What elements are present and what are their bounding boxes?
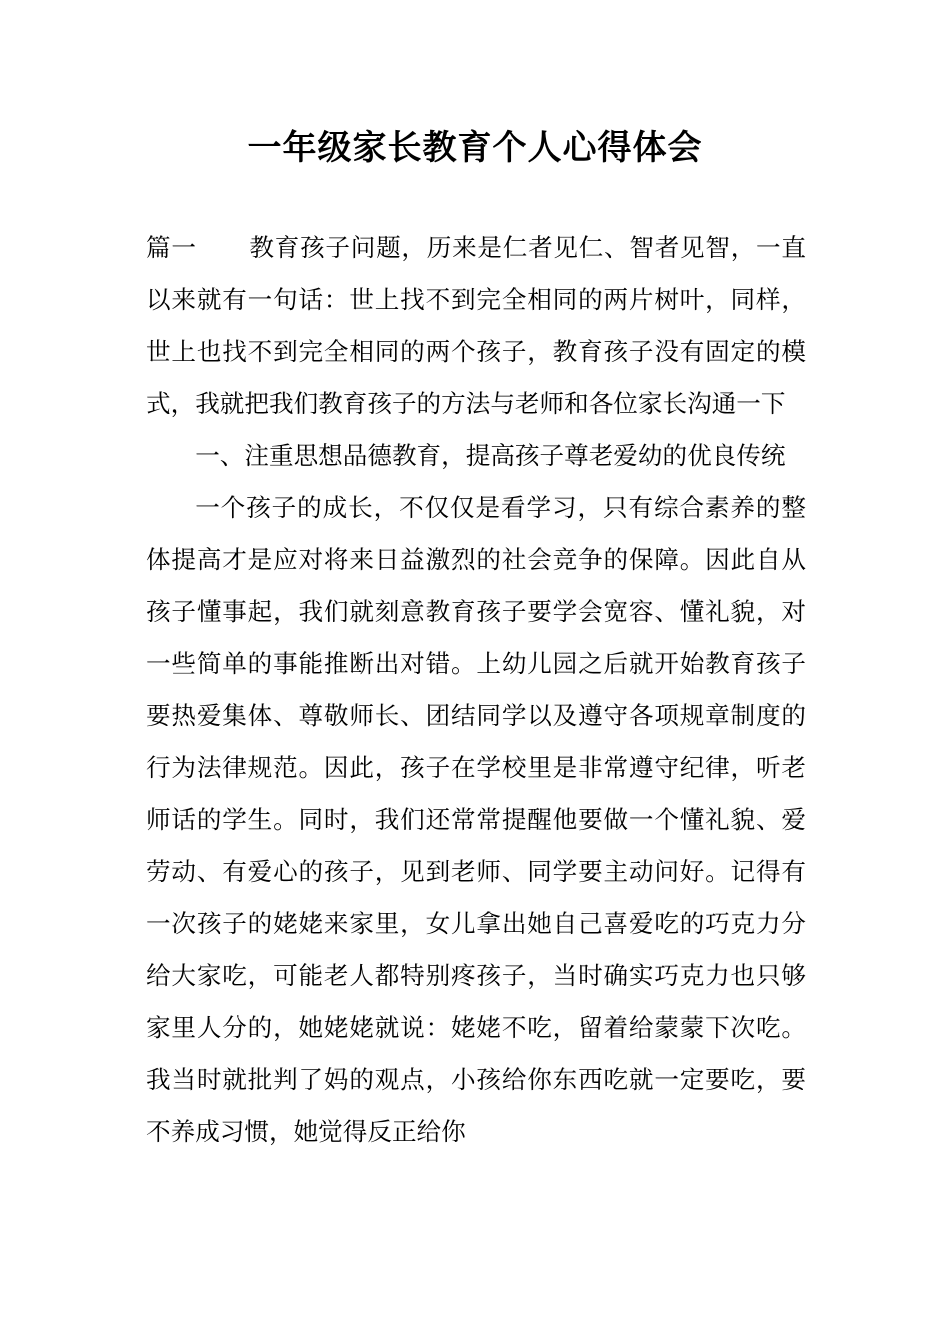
paragraph-intro: [146, 222, 806, 430]
section-label: 篇一: [146, 233, 197, 262]
paragraph-text: 教育孩子问题，历来是仁者见仁、智者见智，一直以来就有一句话：世上找不到完全相同的两片树叶，同样，世上也找不到完全相同的两个孩子，教育孩子没有固定的模式，我就把我们教育孩子的方法与老师和各位家长沟通一下: [146, 233, 806, 418]
paragraph-text: 一个孩子的成长，不仅仅是看学习，只有综合素养的整体提高才是应对将来日益激烈的社会竞争的保障。因此自从孩子懂事起，我们就刻意教育孩子要学会宽容、懂礼貌，对一些简单的事能推断出对错。上幼儿园之后就开始教育孩子要热爱集体、尊敬师长、团结同学以及遵守各项规章制度的行为法律规范。因此，孩子在学校里是非常遵守纪律，听老师话的学生。同时，我们还常常提醒他要做一个懂礼貌、爱劳动、有爱心的孩子，见到老师、同学要主动问好。记得有一次孩子的姥姥来家里，女儿拿出她自己喜爱吃的巧克力分给大家吃，可能老人都特别疼孩子，当时确实巧克力也只够家里人分的，她姥姥就说：姥姥不吃，留着给蒙蒙下次吃。我当时就批判了妈的观点，小孩给你东西吃就一定要吃，要不养成习惯，她觉得反正给你: [146, 493, 806, 1146]
document-title: 一年级家长教育个人心得体会: [247, 128, 703, 168]
document-body: [146, 222, 806, 1158]
section-heading: 一、注重思想品德教育，提高孩子尊老爱幼的优良传统: [195, 441, 786, 470]
